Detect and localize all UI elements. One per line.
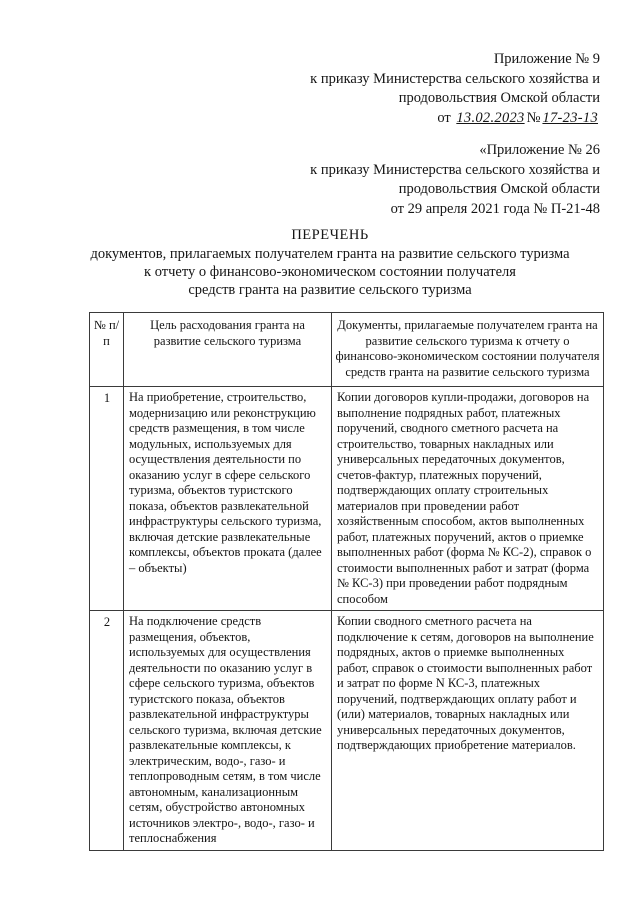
- title-line-2: к отчету о финансово-экономическом состоянии получателя: [144, 264, 516, 280]
- title-line-1: документов, прилагаемых получателем гранта на развитие сельского туризма: [90, 246, 570, 262]
- number-prefix: №: [526, 109, 541, 126]
- appendix-9-order-line: к приказу Министерства сельского хозяйства и: [310, 70, 600, 87]
- row-purpose: На приобретение, строительство, модернизацию или реконструкцию средств размещения, в том числе модульных, используемых для осуществления деятельности по оказанию услуг в сфере сельского туризма, объектов туристского показа, объектов развлекательной инфраструктуры сельского туризма, включая детские развлекательные комплексы, объектов проката (далее – объекты): [124, 387, 332, 611]
- row-documents: Копии договоров купли-продажи, договоров на выполнение подрядных работ, платежных поручений, сводного сметного расчета на строительство, товарных накладных или универсальных передаточных документов, счетов-фактур, платежных поручений, подтверждающих оплату строительных материалов при проведении работ хозяйственным способом, актов выполненных работ, платежных поручений, актов о приемке выполненных работ (форма № КС-2), справок о стоимости выполненных работ и затрат (форма № КС-3) при проведении работ подрядным способом: [332, 387, 604, 611]
- table-header-row: [90, 313, 604, 387]
- row-number: 1: [90, 387, 124, 611]
- appendix-26-date-line: от 29 апреля 2021 года № П-21-48: [390, 200, 600, 217]
- header-purpose: Цель расходования гранта на развитие сельского туризма: [124, 313, 332, 387]
- header-number: № п/п: [90, 313, 124, 387]
- appendix-26-header: [310, 141, 600, 219]
- row-number: 2: [90, 611, 124, 851]
- date-prefix: от: [437, 109, 451, 126]
- appendix-9-title: Приложение № 9: [493, 51, 600, 67]
- appendix-26-order-line: к приказу Министерства сельского хозяйства и: [310, 161, 600, 178]
- title-heading: ПЕРЕЧЕНЬ: [291, 227, 369, 243]
- appendix-9-ministry-line: продовольствия Омской области: [398, 90, 600, 106]
- table-row: [90, 387, 604, 611]
- appendix-26-ministry-line: продовольствия Омской области: [398, 181, 600, 197]
- handwritten-date: 13.02.2023: [456, 109, 525, 126]
- documents-table: [89, 312, 604, 851]
- appendix-9-header: [310, 50, 600, 128]
- handwritten-number: 17-23-13: [542, 109, 598, 126]
- table-row: [90, 611, 604, 851]
- row-documents: Копии сводного сметного расчета на подключение к сетям, договоров на выполнение подрядных, актов о приемке выполненных работ, справок о стоимости выполненных работ и затрат по форме N КС-3, платежных поручений, подтверждающих оплату работ и (или) материалов, товарных накладных или универсальных передаточных документов, подтверждающих приобретение материалов.: [332, 611, 604, 851]
- appendix-9-date-line: [310, 109, 600, 129]
- appendix-26-title: «Приложение № 26: [479, 142, 600, 158]
- header-documents: Документы, прилагаемые получателем гранта на развитие сельского туризма к отчету о финансово-экономическом состоянии получателя средств гранта на развитие сельского туризма: [332, 313, 604, 387]
- title-line-3: средств гранта на развитие сельского туризма: [188, 282, 472, 298]
- document-title: [60, 226, 600, 299]
- row-purpose: На подключение средств размещения, объектов, используемых для осуществления деятельности по оказанию услуг в сфере сельского туризма, объектов туристского показа, объектов развлекательной инфраструктуры сельского туризма, включая детские развлекательные комплексы, к электрическим, водо-, газо- и теплопроводным сетям, в том числе автономным, канализационным сетям, обустройство автономных источников электро-, водо-, газо- и теплоснабжения: [124, 611, 332, 851]
